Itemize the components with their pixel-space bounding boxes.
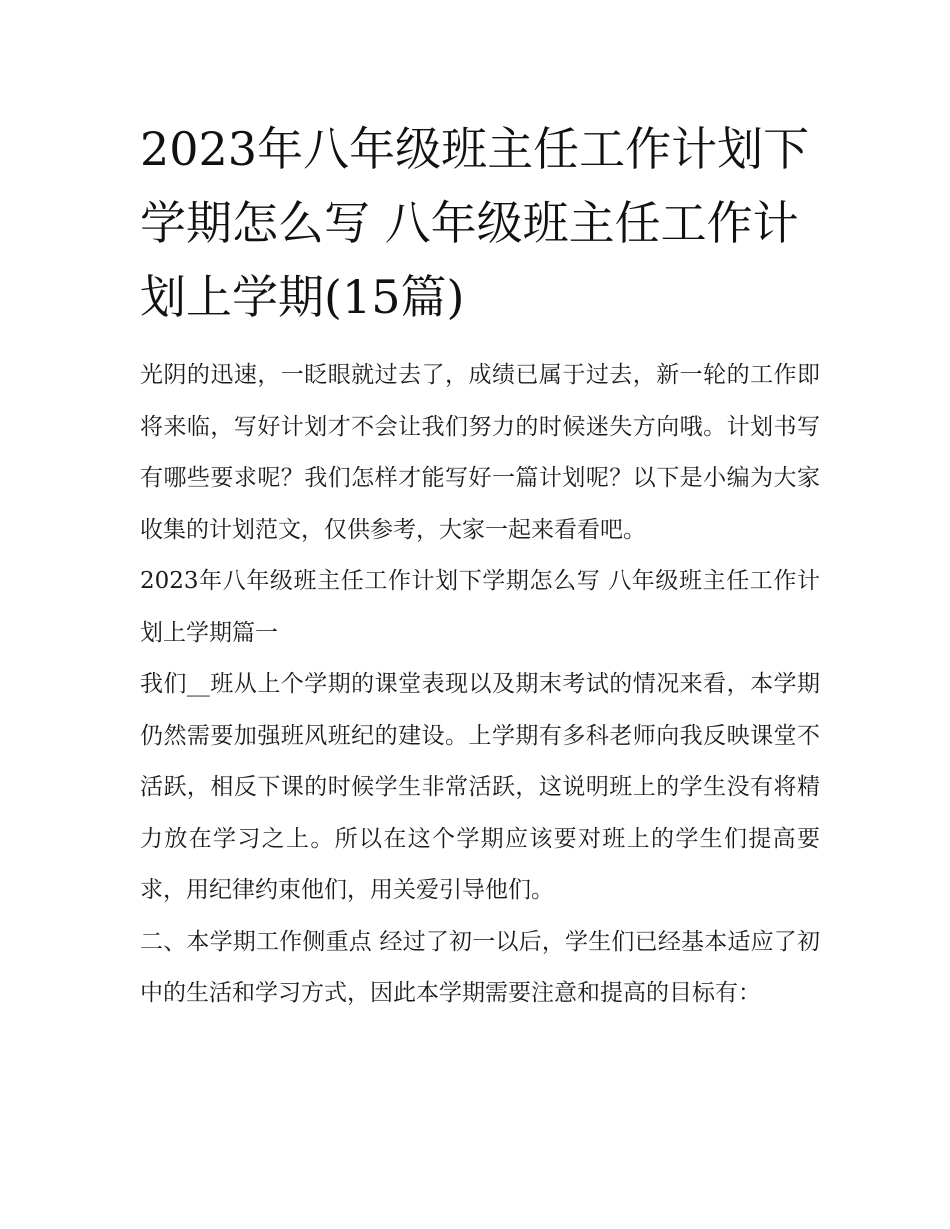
intro-paragraph: 光阴的迅速，一眨眼就过去了，成绩已属于过去，新一轮的工作即将来临，写好计划才不会让我们努力的时候迷失方向哦。计划书写有哪些要求呢？我们怎样才能写好一篇计划呢？以下是小编为大家收集的计划范文，仅供参考，大家一起来看看吧。 bbox=[140, 362, 820, 543]
body-paragraph-1: 我们__班从上个学期的课堂表现以及期末考试的情况来看，本学期仍然需要加强班风班纪的建设。上学期有多科老师向我反映课堂不活跃，相反下课的时候学生非常活跃，这说明班上的学生没有将精力放在学习之上。所以在这个学期应该要对班上的学生们提高要求，用纪律约束他们，用关爱引导他们。 bbox=[140, 671, 820, 903]
section-heading: 2023年八年级班主任工作计划下学期怎么写 八年级班主任工作计划上学期篇一 bbox=[140, 568, 820, 646]
document-title: 2023年八年级班主任工作计划下学期怎么写 八年级班主任工作计划上学期(15篇) bbox=[140, 122, 810, 324]
body-paragraph-2: 二、本学期工作侧重点 经过了初一以后，学生们已经基本适应了初中的生活和学习方式，因此本学期需要注意和提高的目标有： bbox=[140, 928, 820, 1006]
document-body bbox=[140, 112, 820, 1020]
